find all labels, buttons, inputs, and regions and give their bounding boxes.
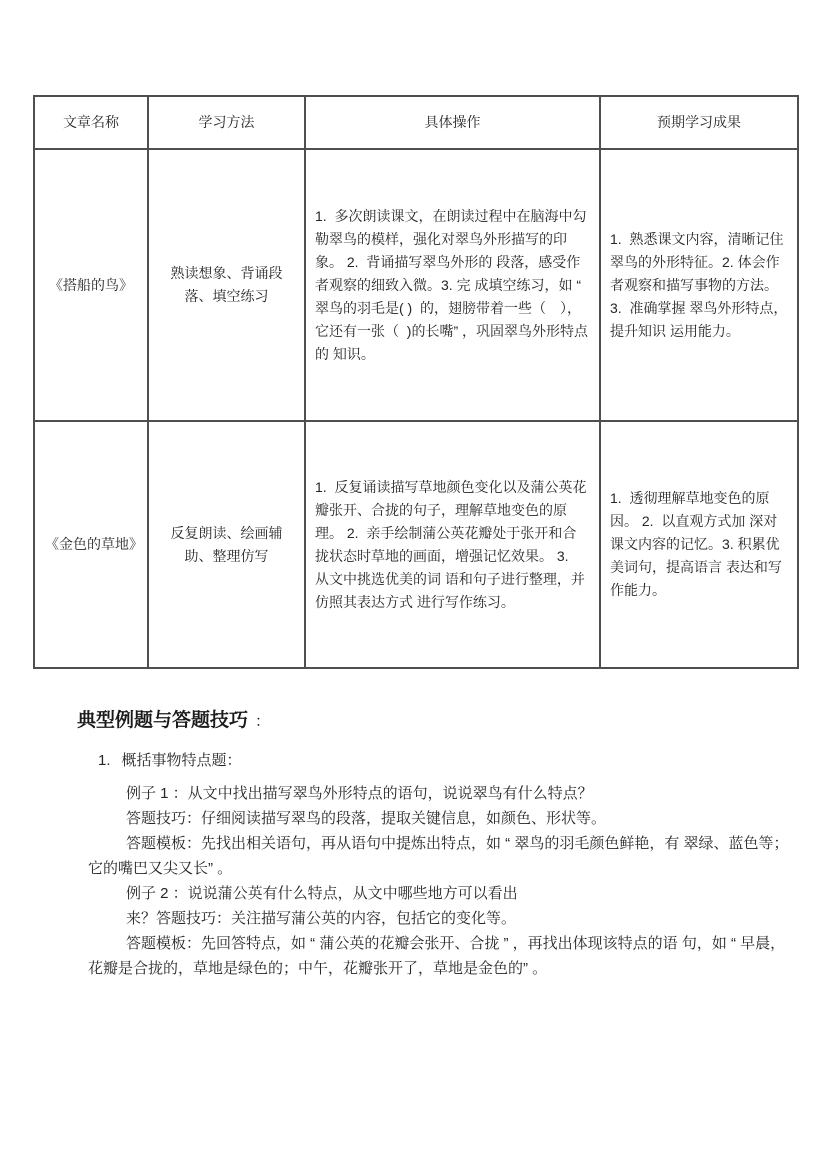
paragraph-answer-technique-1: 答题技巧：仔细阅读描写翠鸟的段落，提取关键信息，如颜色、形状等。: [126, 810, 607, 827]
paragraph-answer-technique-2: 来？答题技巧：关注描写蒲公英的内容，包括它的变化等。: [126, 910, 517, 927]
cell-article-title: 《金色的草地》: [34, 421, 148, 668]
paragraph-answer-template-2: 答题模板：先回答特点，如 “ 蒲公英的花瓣会张开、合拢 ” ，再找出体现该特点的语 句，如 “ 早晨，花瓣是合拢的，草地是绿色的；中午，花瓣张开了，草地是金色的” 。: [88, 935, 786, 977]
cell-specific-operation: 1. 多次朗读课文，在朗读过程中在脑海中勾勒翠鸟的模样，强化对翠鸟外形描写的印象。 2. 背诵描写翠鸟外形的 段落，感受作者观察的细致入微。3. 完 成填空练习，如 “ 翠鸟的羽毛是( ) 的，翅膀带着一些（ ），它还有一张（ )的长嘴” ，巩固翠鸟外形特点的 知识。: [305, 149, 600, 421]
table-row: [34, 421, 798, 668]
list-item-title: 概括事物特点题：: [121, 752, 242, 769]
column-header-article-name: 文章名称: [34, 96, 148, 149]
paragraph-example-1: 例子 1 ：从文中找出描写翠鸟外形特点的语句，说说翠鸟有什么特点？: [126, 785, 593, 802]
section-heading-text: 典型例题与答题技巧: [77, 710, 249, 731]
cell-learning-method: 反复朗读、绘画辅助、整理仿写: [148, 421, 305, 668]
column-header-learning-method: 学习方法: [148, 96, 305, 149]
table-row: [34, 149, 798, 421]
cell-expected-outcome: 1. 熟悉课文内容，清晰记住翠鸟的外形特征。2. 体会作者观察和描写事物的方法。 3. 准确掌握 翠鸟外形特点，提升知识 运用能力。: [600, 149, 798, 421]
cell-expected-outcome: 1. 透彻理解草地变色的原因。 2. 以直观方式加 深对课文内容的记忆。3. 积累优美词句，提高语言 表达和写作能力。: [600, 421, 798, 668]
column-header-specific-operation: 具体操作: [305, 96, 600, 149]
example-paragraphs: [88, 781, 790, 981]
list-item-number: 1.: [98, 752, 111, 769]
cell-article-title: 《搭船的鸟》: [34, 149, 148, 421]
column-header-expected-outcome: 预期学习成果: [600, 96, 798, 149]
cell-specific-operation: 1. 反复诵读描写草地颜色变化以及蒲公英花瓣张开、合拢的句子，理解草地变色的原理。 2. 亲手绘制蒲公英花瓣处于张开和合拢状态时草地的画面，增强记忆效果。 3. 从文中挑选优美的词 语和句子进行整理，并仿照其表达方式 进行写作练习。: [305, 421, 600, 668]
section-heading: [77, 706, 826, 737]
study-methods-table: [33, 95, 799, 669]
list-item-summarize-features: [98, 750, 826, 772]
paragraph-answer-template-1: 答题模板：先找出相关语句，再从语句中提炼出特点，如 “ 翠鸟的羽毛颜色鲜艳，有 翠绿、蓝色等；它的嘴巴又尖又长” 。: [88, 835, 789, 877]
table-header-row: [34, 96, 798, 149]
section-heading-colon: ：: [255, 713, 271, 730]
cell-learning-method: 熟读想象、背诵段落、填空练习: [148, 149, 305, 421]
examples-section: [0, 706, 826, 981]
paragraph-example-2: 例子 2 ：说说蒲公英有什么特点，从文中哪些地方可以看出: [126, 885, 518, 902]
